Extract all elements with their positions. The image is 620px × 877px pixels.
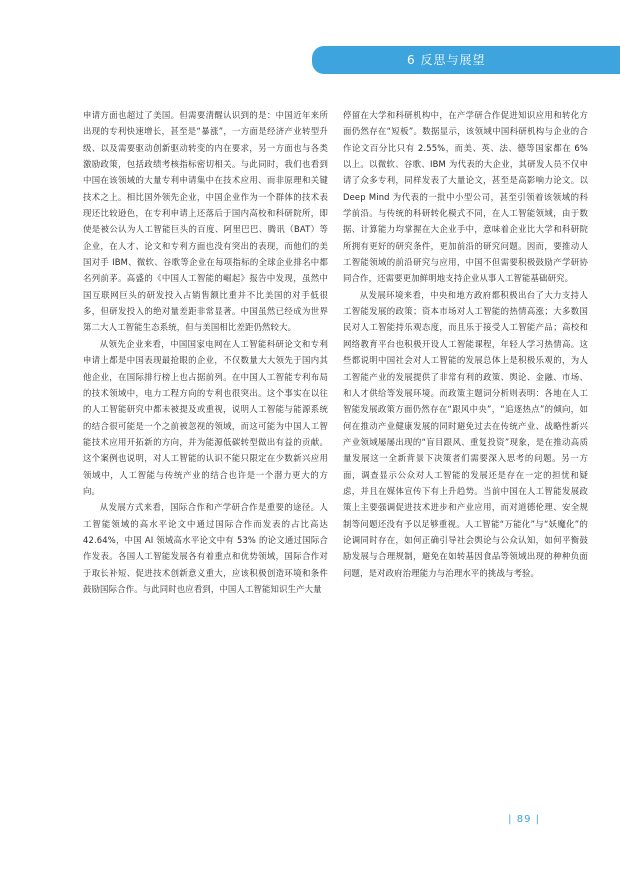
section-title: 6 反思与展望	[407, 53, 486, 67]
paragraph: 停留在大学和科研机构中，在产学研合作促进知识应用和转化方面仍然存在“短板”。数据显示，该领域中国科研机构与企业的合作论文百分比只有 2.55%，而美、英、法、德等国家都在 6% 以上。以微软、谷歌、IBM 为代表的大企业，其研发人员不仅申请了众多专利，同样发表了大量论文，甚至是高影响力论文。以 Deep Mind 为代表的一批中小型公司，甚至引领着该领域的科学前沿。与传统的科研转化模式不同，在人工智能领域，由于数据、计算能力均掌握在大企业手中，意味着企业比大学和科研院所拥有更好的研究条件，更加前沿的研究问题。因而，要推动人工智能领域的前沿研究与应用，中国不但需要积极鼓励产学研协同合作，还需要更加鲜明地支持企业从事人工智能基础研究。	[343, 110, 588, 284]
left-text-column	[83, 107, 328, 597]
paragraph: 从领先企业来看，中国国家电网在人工智能科研论文和专利申请上都是中国表现最抢眼的企业，不仅数量大大领先于国内其他企业，在国际排行榜上也占据前列。在中国人工智能专利布局的技术领域中，电力工程方向的专利也很突出。这个事实在以往的人工智能研究中都未被提及或重视，说明人工智能与能源系统的结合很可能是一个之前被忽视的领域，而这可能为中国人工智能技术应用开拓新的方向，并为能源低碳转型做出有益的贡献。这个案例也说明，对人工智能的认识不能只限定在少数新兴应用领域中，人工智能与传统产业的结合也许是一个潜力更大的方向。	[83, 338, 328, 496]
section-header-band	[312, 46, 620, 74]
paragraph: 从发展方式来看，国际合作和产学研合作是重要的途径。人工智能领域的高水平论文中通过国际合作而发表的占比高达 42.64%，中国 AI 领域高水平论文中有 53% 的论文通过国际合作发表。各国人工智能发展各有着重点和优势领域，国际合作对于取长补短、促进技术创新意义重大，应该积极创造环境和条件鼓励国际合作。与此同时也应看到，中国人工智能知识生产大量	[83, 502, 328, 594]
page-number: | 89 |	[508, 814, 540, 825]
paragraph: 从发展环境来看，中央和地方政府都积极出台了大力支持人工智能发展的政策；资本市场对人工智能的热情高涨；大多数国民对人工智能持乐观态度，而且乐于接受人工智能产品；高校和网络教育平台也积极开设人工智能课程，年轻人学习热情高。这些都说明中国社会对人工智能的发展总体上是积极乐观的，为人工智能产业的发展提供了非常有利的政策、舆论、金融、市场、和人才供给等发展环境。而政策主题词分析则表明：各地在人工智能发展政策方面仍然存在“跟风中央”，“追逐热点”的倾向，如何在推动产业健康发展的同时避免过去在传统产业、战略性新兴产业领域屡屡出现的“盲目跟风、重复投资”现象，是在推动高质量发展这一全新背景下决策者们需要深入思考的问题。另一方面，调查显示公众对人工智能的发展还是存在一定的担忧和疑虑，并且在媒体宣传下有上升趋势。当前中国在人工智能发展政策上主要强调促进技术进步和产业应用，而对道德伦理、安全规制等问题还没有予以足够重视。人工智能“万能化”与“妖魔化”的论调同时存在，如何正确引导社会舆论与公众认知，如何平衡鼓励发展与合理规制，避免在如转基因食品等领域出现的种种负面问题，是对政府治理能力与治理水平的挑战与考验。	[343, 289, 588, 578]
paragraph: 申请方面也超过了美国。但需要清醒认识到的是：中国近年来所出现的专利快速增长，甚至是“暴涨”，一方面是经济产业转型升级、以及需要驱动创新驱动转变的内在要求，另一方面也与各类激励政策，包括政绩考核指标密切相关。与此同时，我们也看到中国在该领域的大量专利申请集中在技术应用、而非原理和关键技术之上。相比国外领先企业，中国企业作为一个群体的技术表现还比较逊色，在专利申请上还落后于国内高校和科研院所，即使是被公认为人工智能巨头的百度、阿里巴巴、腾讯（BAT）等企业，在人才、论文和专利方面也没有突出的表现，而他们的美国对手 IBM、微软、谷歌等企业在每项指标的全球企业排名中都名列前茅。高盛的《中国人工智能的崛起》报告中发现，虽然中国互联网巨头的研发投入占销售额比重并不比美国的对手低很多，但研发投入的绝对量差距非常显著。中国虽然已经成为世界第二大人工智能生态系统，但与美国相比差距仍然较大。	[83, 110, 328, 333]
right-text-column	[343, 107, 588, 581]
